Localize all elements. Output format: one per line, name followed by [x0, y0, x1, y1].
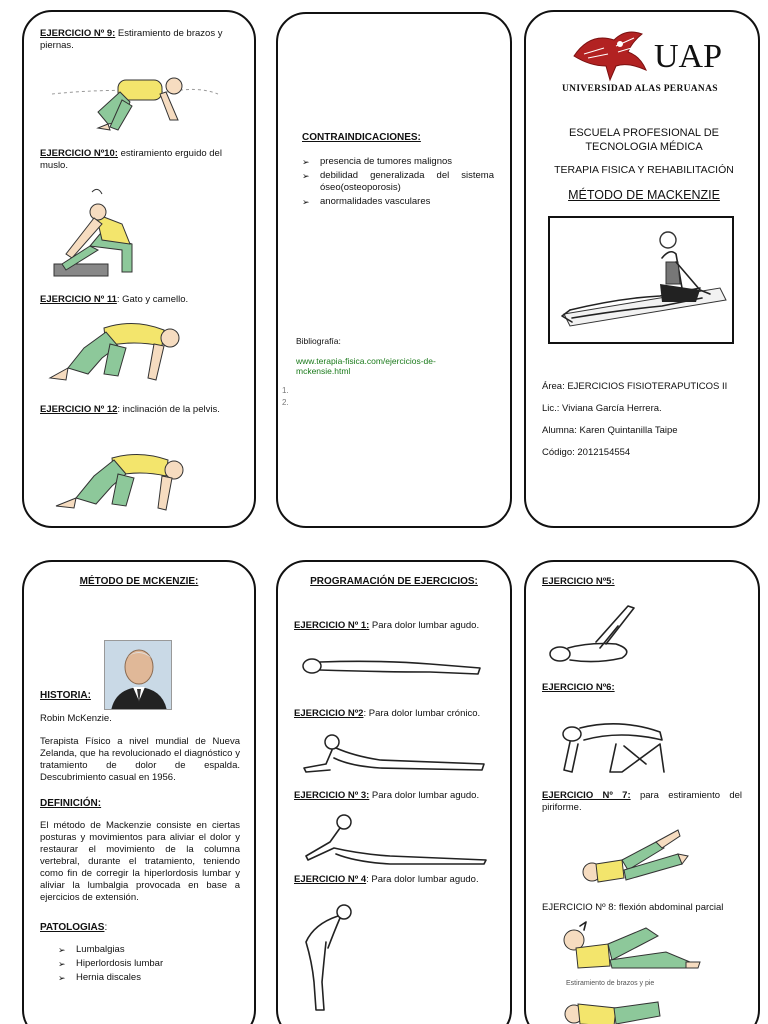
exercise-5-title: EJERCICIO Nº5:: [542, 576, 615, 587]
exercise-12-figure: [50, 446, 190, 518]
exercise-4-text: : Para dolor lumbar agudo.: [366, 874, 479, 885]
exercise-9-text: Estiramiento de brazos y piernas.: [40, 28, 223, 51]
contraindication-item: ➢ debilidad generalizada del sistema óseo(osteoporosis): [302, 170, 494, 194]
exercise-8-figure: [556, 922, 706, 976]
definicion-text: El método de Mackenzie consiste en ciertas posturas y movimientos para aliviar el dolor y restaurar el movimiento de la columna vertebral, durante el tratamiento, teniendo como fin de corregir la hiperlordosis lumbar y aliviar la lumbalgia provocada en base a ejercicios de extensión.: [40, 820, 240, 903]
uap-eagle-logo-icon: [570, 26, 650, 82]
exercise-2-figure: [300, 732, 490, 776]
historia-label: HISTORIA:: [40, 690, 91, 701]
exercise-10-text: estiramiento erguido del muslo.: [40, 148, 222, 171]
historia-text: Terapista Físico a nivel mundial de Nueva Zelanda, que ha revolucionado el diagnóstico y tratamiento de dolor de espalda. Descubrimiento casual en 1956.: [40, 736, 240, 783]
exercise-4-title: EJERCICIO Nº 4: [294, 874, 367, 885]
exercise-10-caption: [40, 148, 244, 172]
exercise-1-figure: [300, 654, 486, 678]
exercise-10-title: EJERCICIO Nº10:: [40, 148, 118, 159]
patologias-label: PATOLOGIAS: [40, 922, 105, 933]
exercise-4-caption: [294, 874, 504, 886]
exercise-11-title: EJERCICIO Nº 11: [40, 294, 117, 305]
panel-exercises-5-8: [524, 560, 760, 1024]
program-section-title: PROGRAMACIÓN DE EJERCICIOS:: [310, 576, 478, 587]
exercise-3-title: EJERCICIO Nº 3:: [294, 790, 370, 801]
area-line: Área: EJERCICIOS FISIOTERAPUTICOS II: [542, 381, 728, 392]
patologia-item: ➢ Hernia discales: [58, 972, 238, 984]
exercise-4-figure: [294, 902, 364, 1016]
exercise-9-title: EJERCICIO Nº 9:: [40, 28, 116, 39]
footnote-number-1: 1.: [282, 386, 289, 395]
founder-name: Robin McKenzie.: [40, 713, 112, 724]
exercise-9-caption: [40, 28, 244, 52]
patologia-item: ➢ Lumbalgias: [58, 944, 238, 956]
partial-caption: Estiramiento de brazos y pie: [566, 980, 655, 987]
exercise-12-title: EJERCICIO Nº 12: [40, 404, 118, 415]
contraindication-item: ➢ anormalidades vasculares: [302, 196, 494, 208]
exercise-1-text: Para dolor lumbar agudo.: [369, 620, 480, 631]
exercise-1-title: EJERCICIO Nº 1:: [294, 620, 370, 631]
lic-line: Lic.: Viviana García Herrera.: [542, 403, 662, 414]
footnote-number-2: 2.: [282, 398, 289, 407]
university-name: UNIVERSIDAD ALAS PERUANAS: [562, 84, 718, 94]
exercise-2-text: : Para dolor lumbar crónico.: [363, 708, 481, 719]
panel-exercises-9-12: [22, 10, 256, 528]
exercise-11-text: : Gato y camello.: [116, 294, 189, 305]
exercise-6-figure: [550, 714, 680, 778]
exercise-11-caption: [40, 294, 244, 306]
robin-mckenzie-photo: [104, 640, 172, 710]
exercise-2-caption: [294, 708, 504, 720]
method-title: MÉTODO DE MACKENZIE: [568, 188, 720, 202]
panel-mckenzie-method: [22, 560, 256, 1024]
exercise-3-caption: [294, 790, 504, 802]
exercise-1-caption: [294, 620, 504, 632]
panel-exercise-program: [276, 560, 512, 1024]
exercise-5-figure: [546, 598, 642, 668]
exercise-6-title: EJERCICIO Nº6:: [542, 682, 615, 693]
exercise-11-figure: [44, 318, 194, 388]
bibliography-link[interactable]: www.terapia-fisica.com/ejercicios-de-mckensie.html: [296, 356, 436, 376]
definicion-label: DEFINICIÓN:: [40, 798, 102, 809]
codigo-line: Código: 2012154554: [542, 447, 631, 458]
portrait-icon: [105, 641, 172, 710]
alumna-line: Alumna: Karen Quintanilla Taipe: [542, 425, 678, 436]
panel-cover: [524, 10, 760, 528]
panel-contraindications: [276, 12, 512, 528]
exercise-7-text: para estiramiento del piriforme.: [542, 790, 743, 813]
patologia-item: ➢ Hiperlordosis lumbar: [58, 958, 238, 970]
patologias-colon: :: [104, 922, 108, 933]
exercise-3-figure: [300, 814, 490, 866]
exercise-7-caption: [542, 790, 742, 814]
exercise-7-figure: [582, 824, 692, 888]
bibliography-label: Bibliografía:: [296, 336, 341, 346]
exercise-7-title: EJERCICIO Nº 7:: [542, 790, 631, 801]
cover-illustration: [548, 216, 734, 344]
exercise-12-text: : inclinación de la pelvis.: [117, 404, 220, 415]
partial-figure: [562, 990, 692, 1024]
program-name: TERAPIA FISICA Y REHABILITACIÓN: [554, 164, 734, 176]
exercise-3-text: Para dolor lumbar agudo.: [369, 790, 480, 801]
patologias-heading: [40, 922, 107, 934]
contraindications-list: [302, 156, 494, 210]
method-section-title: MÉTODO DE MCKENZIE:: [79, 576, 199, 587]
contraindications-title: CONTRAINDICACIONES:: [302, 132, 421, 143]
exercise-12-caption: [40, 404, 244, 416]
contraindication-item: ➢ presencia de tumores malignos: [302, 156, 494, 168]
school-name: ESCUELA PROFESIONAL DE TECNOLOGIA MÉDICA: [569, 127, 719, 153]
exercise-10-figure: [50, 184, 150, 280]
woman-stretch-icon: [550, 218, 732, 342]
exercise-8-caption: EJERCICIO Nº 8: flexión abdominal parcial: [542, 902, 724, 913]
exercise-9-figure: [48, 72, 238, 132]
exercise-2-title: EJERCICIO Nº2: [294, 708, 364, 719]
patologias-list: [58, 944, 238, 986]
uap-logo-text: UAP: [654, 38, 723, 75]
